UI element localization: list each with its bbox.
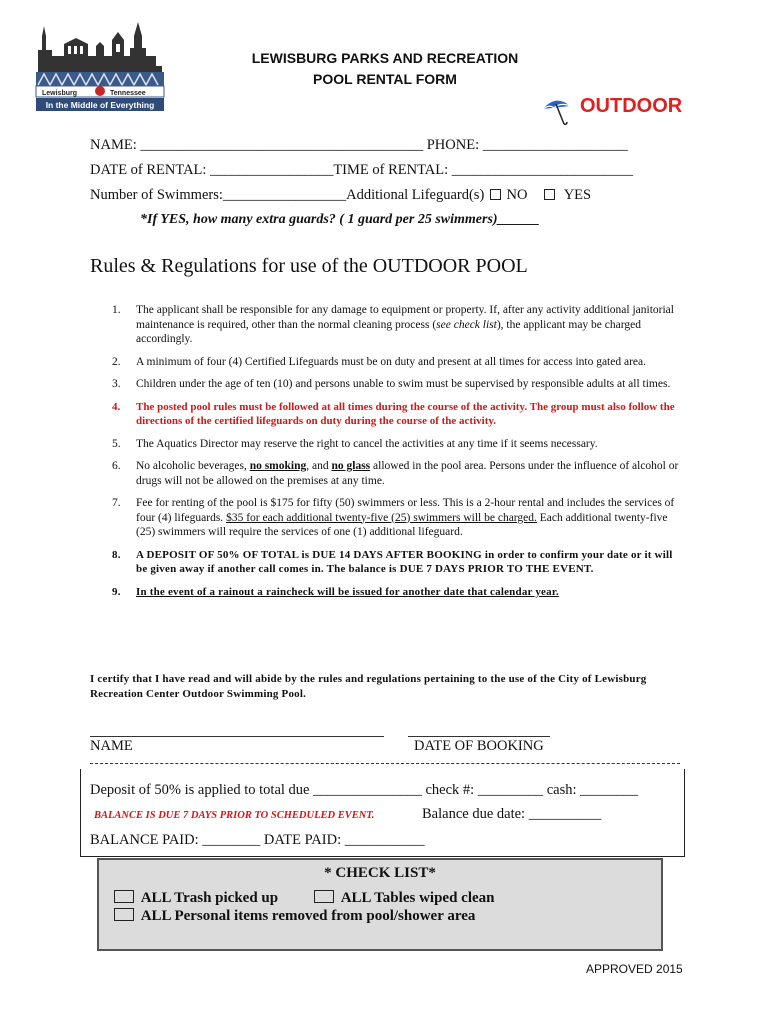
cash-label: cash: [543,782,581,798]
balance-due-label: Balance due date: [422,806,529,822]
check-number-field[interactable]: _________ [477,782,544,798]
rule-item [90,400,686,429]
rule-number: 1. [112,304,121,316]
phone-field[interactable]: ____________________ [482,137,628,153]
rule-text-italic: see check list [436,318,497,331]
rule-text: In the event of a rainout a raincheck will be issued for another date that calendar year. [136,585,559,598]
cash-field[interactable]: ________ [580,782,639,798]
logo-name-right: Tennessee [110,90,146,97]
rule-item [90,437,686,452]
rule-number: 4. [112,400,121,413]
swimmers-row [90,187,591,204]
tables-label: ALL Tables wiped clean [340,890,495,906]
rule-number: 8. [112,548,121,561]
office-use-divider [90,763,680,764]
rules-title: Rules & Regulations for use of the OUTDOOR POOL [90,255,528,277]
rule-item [90,355,686,370]
date-label: DATE of RENTAL: [90,162,211,178]
rule-text-part: allowed in the pool area. Persons under the influence of alcohol or drugs will not be allowed on the premises at any time. [136,460,679,487]
rule-number: 5. [112,437,121,450]
rule-text-part: ), the applicant may be charged accordingly. [136,318,641,345]
personal-items-label: ALL Personal items removed from pool/shower area [140,908,476,924]
date-paid-label: DATE PAID: [260,832,345,848]
yes-checkbox[interactable] [544,189,555,200]
rule-item [90,303,686,347]
outdoor-badge: OUTDOOR [580,95,683,117]
rule-item [90,377,686,392]
rule-text-underlined: no glass [331,460,371,472]
checklist-row-1b [314,890,494,907]
signature-name-label: NAME [90,738,133,754]
rule-text: The posted pool rules must be followed at all times during the course of the activity. The group must also follow the directions of the certified lifeguards on duty during the course of the activity. [136,400,675,427]
rule-item [90,585,686,600]
rule-text-part: The applicant shall be responsible for any damage to equipment or property. If, after any activity additional janitorial maintenance is required, other than the normal cleaning process ( [136,304,674,331]
rule-number: 6. [112,460,121,472]
checklist-title: * CHECK LIST* [324,865,436,881]
check-label: check #: [421,782,478,798]
umbrella-icon [540,96,574,126]
checklist-row-2 [114,908,475,925]
phone-label: PHONE: [423,137,483,153]
rule-text-part: Each additional twenty-five (25) swimmers will require the services of one (1) additional lifeguard. [136,511,668,538]
deposit-label: Deposit of 50% is applied to total due [90,782,314,798]
approved-footer: APPROVED 2015 [586,962,683,976]
rule-text [136,496,686,540]
name-phone-row [90,137,628,154]
balance-paid-field[interactable]: ________ [202,832,261,848]
logo-name-left: Lewisburg [42,90,78,97]
lewisburg-logo [34,16,166,112]
no-label: NO [506,187,528,203]
name-label: NAME: [90,137,141,153]
time-label: TIME of RENTAL: [333,162,452,178]
guards-label: Additional Lifeguard(s) [346,187,488,203]
balance-due-field[interactable]: __________ [528,806,602,822]
rule-text-part: No alcoholic beverages, [136,460,250,472]
swimmers-label: Number of Swimmers: [90,187,223,203]
rule-text-underlined: $35 for each additional twenty-five (25) swimmers will be charged. [226,511,537,524]
signature-name-line[interactable] [90,736,384,737]
rule-text: Children under the age of ten (10) and persons unable to swim must be supervised by responsible adults at all times. [136,378,671,390]
deposit-total-field[interactable]: _______________ [313,782,422,798]
rule-number: 3. [112,378,121,390]
booking-date-line[interactable] [408,736,550,737]
no-checkbox[interactable] [490,189,501,200]
deposit-row [90,782,638,799]
rule-item [90,459,686,488]
rule-text-part: , and [306,460,332,472]
rule-number: 2. [112,355,121,368]
tables-checkbox[interactable] [314,890,334,903]
rule-text [136,303,686,347]
rule-number: 7. [112,497,121,509]
rules-list [90,303,686,607]
balance-due-note: BALANCE IS DUE 7 DAYS PRIOR TO SCHEDULED EVENT. [94,810,375,821]
rule-text: A DEPOSIT OF 50% OF TOTAL is DUE 14 DAYS AFTER BOOKING in order to confirm your date or it will be given away if another call comes in. The balance is DUE 7 DAYS PRIOR TO THE EVENT. [136,548,673,575]
rule-text-part: Fee for renting of the pool is $175 for fifty (50) swimmers or less. This is a 2-hour rental and includes the services of four (4) lifeguards. [136,497,675,524]
trash-label: ALL Trash picked up [140,890,279,906]
rule-text: The Aquatics Director may reserve the right to cancel the activities at any time if it seems necessary. [136,437,598,450]
rule-number: 9. [112,585,121,598]
rental-date-field[interactable]: _________________ [210,162,334,178]
rule-item [90,496,686,540]
date-time-row [90,162,633,179]
rental-time-field[interactable]: _________________________ [451,162,634,178]
booking-date-label: DATE OF BOOKING [414,738,544,754]
form-title: POOL RENTAL FORM [313,71,457,87]
date-paid-field[interactable]: ___________ [344,832,425,848]
city-skyline-icon [34,16,166,112]
balance-due-row [422,806,601,823]
balance-paid-row [90,832,424,849]
certification-statement: I certify that I have read and will abide by the rules and regulations pertaining to the use of the City of Lewisburg Recreation Center Outdoor Swimming Pool. [90,673,647,700]
rule-text [136,459,686,488]
form-org-title: LEWISBURG PARKS AND RECREATION [251,50,519,66]
extra-guards-field[interactable]: ______ [497,212,540,227]
yes-label: YES [563,187,592,203]
rule-text: A minimum of four (4) Certified Lifeguards must be on duty and present at all times for access into gated area. [136,355,647,368]
trash-checkbox[interactable] [114,890,134,903]
checklist-row-1 [114,890,278,907]
swimmers-field[interactable]: _________________ [222,187,347,203]
personal-items-checkbox[interactable] [114,908,134,921]
extra-guards-prompt: *If YES, how many extra guards? ( 1 guard per 25 swimmers) [140,212,498,227]
extra-guards-row [140,212,540,228]
logo-tagline: In the Middle of Everything [45,100,155,110]
rule-item [90,548,686,577]
name-field[interactable]: _______________________________________ [140,137,424,153]
rule-text-underlined: no smoking [249,460,307,472]
balance-paid-label: BALANCE PAID: [90,832,203,848]
